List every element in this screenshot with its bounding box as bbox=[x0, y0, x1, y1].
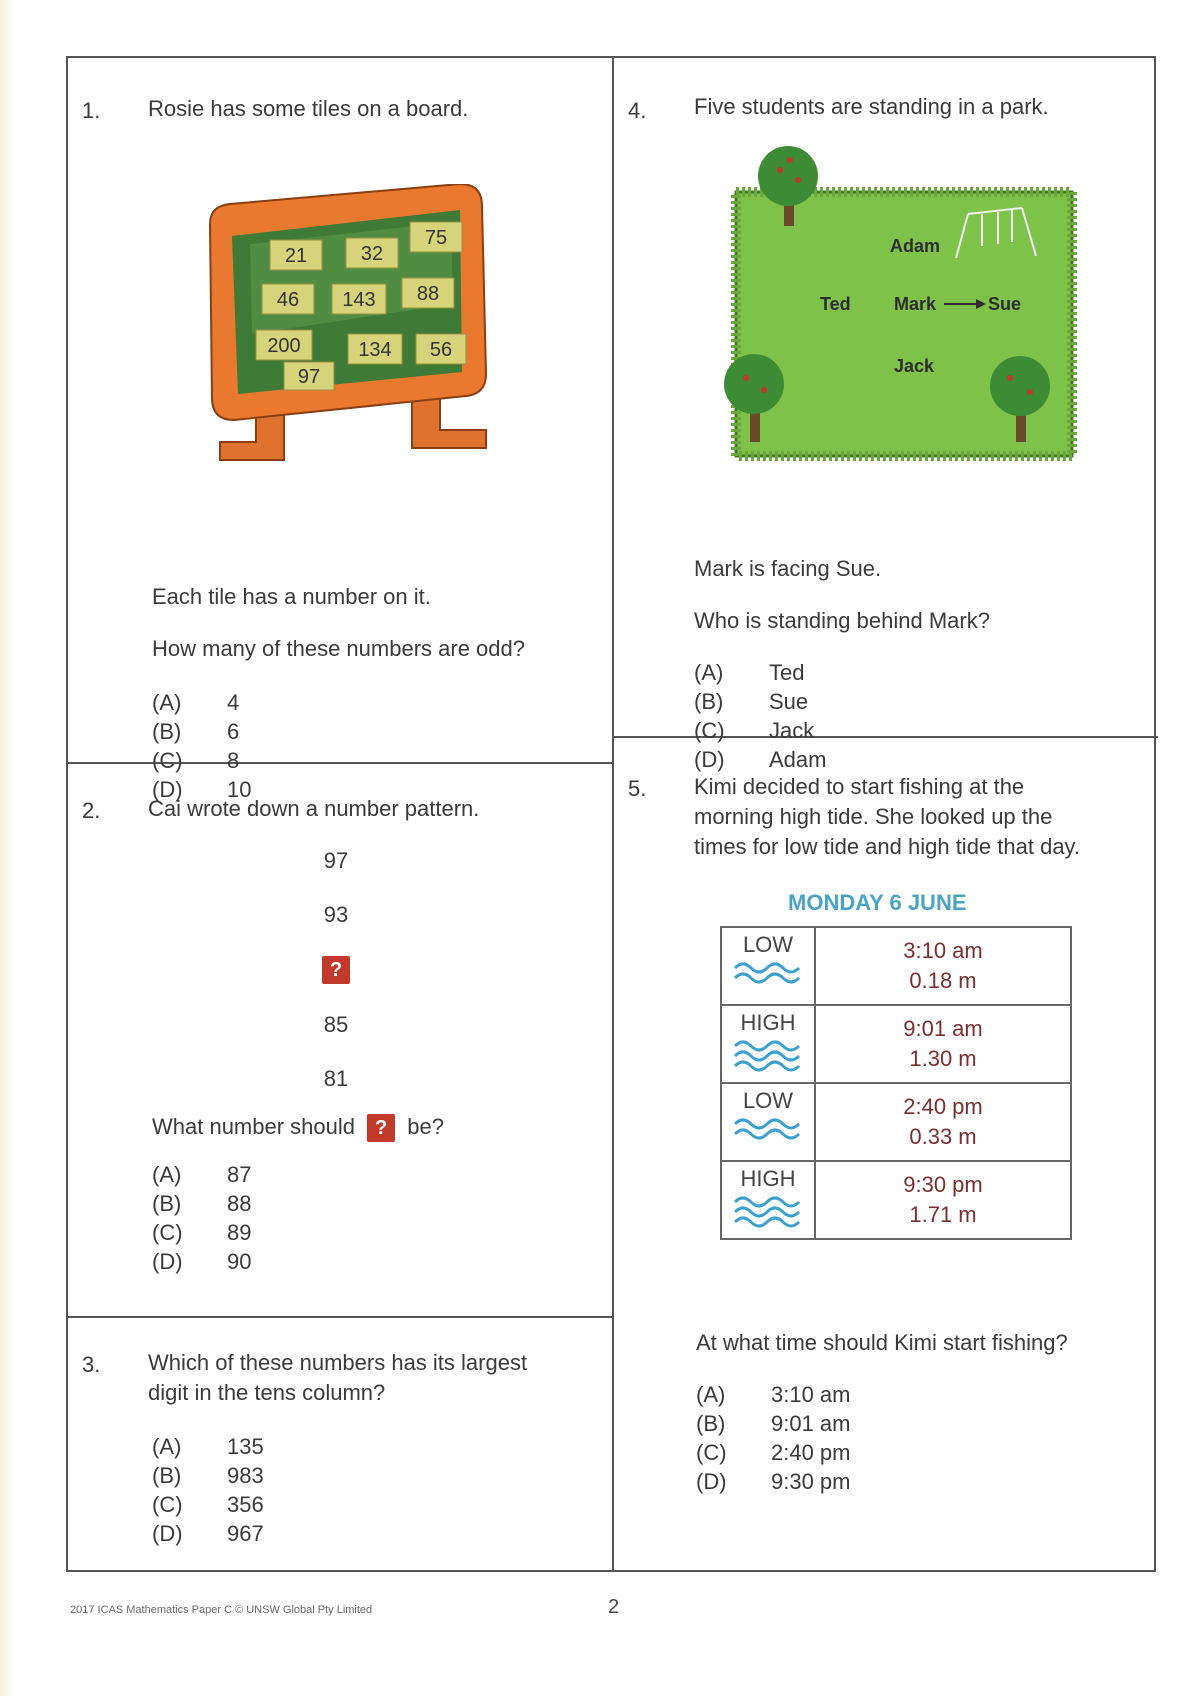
tide-kind: LOW bbox=[742, 932, 794, 957]
pattern-item: 97 bbox=[323, 848, 349, 873]
option-a[interactable] bbox=[152, 688, 251, 717]
option-value: 356 bbox=[227, 1492, 264, 1517]
option-label: (C) bbox=[696, 1440, 727, 1465]
tide-kind-cell bbox=[721, 927, 815, 1005]
option-label: (A) bbox=[694, 660, 724, 685]
option-value: 135 bbox=[227, 1434, 264, 1459]
option-value: 90 bbox=[227, 1249, 252, 1274]
option-value: 967 bbox=[227, 1521, 264, 1546]
tile-label: 134 bbox=[358, 339, 392, 361]
table-row bbox=[721, 1005, 1071, 1083]
question-prompt bbox=[152, 1112, 444, 1142]
question-grid bbox=[66, 56, 1156, 1572]
question-number: 3. bbox=[82, 1352, 101, 1377]
option-value: 3:10 am bbox=[771, 1382, 851, 1407]
tide-time: 3:10 am bbox=[903, 938, 983, 963]
table-row bbox=[721, 1161, 1071, 1239]
option-value: Adam bbox=[769, 747, 827, 772]
answer-options bbox=[152, 1160, 251, 1276]
tide-values-cell bbox=[815, 1161, 1071, 1239]
question-number: 5. bbox=[628, 776, 647, 801]
name-adam: Adam bbox=[890, 236, 941, 256]
option-c[interactable] bbox=[696, 1438, 851, 1467]
question-number: 1. bbox=[82, 98, 101, 123]
answer-options bbox=[694, 658, 826, 774]
info-text: Mark is facing Sue. bbox=[694, 556, 882, 581]
option-value: 9:01 am bbox=[771, 1411, 851, 1436]
option-value: Sue bbox=[769, 689, 809, 714]
question-prompt: Who is standing behind Mark? bbox=[694, 608, 990, 633]
option-label: (D) bbox=[696, 1469, 727, 1494]
tile-label: 143 bbox=[342, 289, 376, 311]
tile-label: 21 bbox=[284, 245, 308, 267]
tide-table bbox=[720, 926, 1072, 1240]
question-text-line: Which of these numbers has its largest bbox=[148, 1350, 528, 1375]
name-ted: Ted bbox=[820, 294, 851, 314]
option-label: (A) bbox=[152, 690, 182, 715]
option-d[interactable] bbox=[694, 745, 826, 774]
pattern-item: 85 bbox=[323, 1012, 349, 1037]
option-b[interactable] bbox=[696, 1409, 851, 1438]
missing-number-box: ? bbox=[322, 956, 350, 984]
option-label: (C) bbox=[694, 718, 725, 743]
tide-time: 9:30 pm bbox=[903, 1172, 983, 1197]
option-label: (B) bbox=[696, 1411, 726, 1436]
column-divider bbox=[612, 58, 614, 1570]
option-a[interactable] bbox=[152, 1160, 251, 1189]
question-number: 2. bbox=[82, 798, 101, 823]
option-value: 983 bbox=[227, 1463, 264, 1488]
pattern-item: 81 bbox=[323, 1066, 349, 1091]
option-c[interactable] bbox=[694, 716, 826, 745]
waves-icon bbox=[733, 1192, 803, 1228]
tile-label: 88 bbox=[416, 283, 440, 305]
tide-values-cell bbox=[815, 1083, 1071, 1161]
prompt-text: be? bbox=[407, 1114, 444, 1139]
tide-kind-cell bbox=[721, 1005, 815, 1083]
question-3 bbox=[82, 1352, 602, 1562]
tile-label: 56 bbox=[429, 339, 453, 361]
option-value: Ted bbox=[769, 660, 805, 685]
option-value: 9:30 pm bbox=[771, 1469, 851, 1494]
tide-height: 1.71 m bbox=[909, 1202, 977, 1227]
option-a[interactable] bbox=[152, 1432, 264, 1461]
option-label: (A) bbox=[152, 1162, 182, 1187]
question-text: Rosie has some tiles on a board. bbox=[148, 96, 469, 121]
tide-kind-cell bbox=[721, 1083, 815, 1161]
row-divider-q1 bbox=[68, 762, 612, 764]
tile-label: 97 bbox=[297, 366, 321, 388]
option-value: 10 bbox=[227, 777, 252, 802]
question-text-line: times for low tide and high tide that day. bbox=[694, 834, 1081, 859]
option-label: (B) bbox=[152, 1463, 182, 1488]
answer-options bbox=[152, 1432, 264, 1548]
question-prompt: How many of these numbers are odd? bbox=[152, 636, 525, 661]
question-2 bbox=[82, 798, 602, 1298]
tide-height: 0.18 m bbox=[909, 968, 977, 993]
tide-height: 0.33 m bbox=[909, 1124, 977, 1149]
option-b[interactable] bbox=[152, 1461, 264, 1490]
tide-kind: HIGH bbox=[740, 1010, 796, 1035]
option-d[interactable] bbox=[152, 1519, 264, 1548]
option-label: (A) bbox=[152, 1434, 182, 1459]
option-label: (D) bbox=[152, 1249, 183, 1274]
park-illustration bbox=[724, 146, 1084, 466]
option-label: (C) bbox=[152, 748, 183, 773]
page-number: 2 bbox=[608, 1596, 620, 1618]
question-5 bbox=[628, 776, 1148, 1556]
tile-label: 75 bbox=[424, 227, 448, 249]
tile-label: 32 bbox=[360, 243, 384, 265]
tide-kind: HIGH bbox=[740, 1166, 796, 1191]
tide-time: 9:01 am bbox=[903, 1016, 983, 1041]
option-value: 87 bbox=[227, 1162, 252, 1187]
table-row bbox=[721, 927, 1071, 1005]
option-b[interactable] bbox=[152, 717, 251, 746]
question-text-line: Kimi decided to start fishing at the bbox=[694, 774, 1025, 799]
option-b[interactable] bbox=[152, 1189, 251, 1218]
option-b[interactable] bbox=[694, 687, 826, 716]
copyright-footer: 2017 ICAS Mathematics Paper C © UNSW Global Pty Limited bbox=[70, 1604, 373, 1616]
tile-board-illustration bbox=[190, 184, 510, 504]
option-label: (D) bbox=[152, 1521, 183, 1546]
table-title: MONDAY 6 JUNE bbox=[788, 890, 967, 915]
tide-values-cell bbox=[815, 1005, 1071, 1083]
question-number: 4. bbox=[628, 98, 647, 123]
option-c[interactable] bbox=[152, 746, 251, 775]
tile-label: 200 bbox=[267, 335, 301, 357]
row-divider-q2 bbox=[68, 1316, 612, 1318]
answer-options bbox=[152, 688, 251, 804]
option-value: 4 bbox=[227, 690, 240, 715]
name-sue: Sue bbox=[988, 294, 1022, 314]
prompt-text: What number should bbox=[152, 1114, 355, 1139]
question-prompt: At what time should Kimi start fishing? bbox=[696, 1330, 1068, 1355]
option-value: 6 bbox=[227, 719, 240, 744]
option-value: 8 bbox=[227, 748, 240, 773]
info-text: Each tile has a number on it. bbox=[152, 584, 431, 609]
option-label: (C) bbox=[152, 1492, 183, 1517]
page-edge bbox=[0, 0, 14, 1696]
name-jack: Jack bbox=[894, 356, 935, 376]
option-label: (B) bbox=[152, 719, 182, 744]
number-pattern bbox=[296, 848, 376, 1120]
question-1 bbox=[82, 96, 602, 802]
option-c[interactable] bbox=[152, 1490, 264, 1519]
waves-icon bbox=[733, 958, 803, 984]
question-text: Cai wrote down a number pattern. bbox=[148, 796, 480, 821]
tide-values-cell bbox=[815, 927, 1071, 1005]
option-d[interactable] bbox=[696, 1467, 851, 1496]
option-value: 88 bbox=[227, 1191, 252, 1216]
option-a[interactable] bbox=[696, 1380, 851, 1409]
missing-number-box: ? bbox=[367, 1114, 395, 1142]
question-text: Five students are standing in a park. bbox=[694, 94, 1049, 119]
question-text-line: digit in the tens column? bbox=[148, 1380, 386, 1405]
waves-icon bbox=[733, 1036, 803, 1072]
tile-label: 46 bbox=[276, 289, 300, 311]
name-mark: Mark bbox=[894, 294, 937, 314]
tide-kind: LOW bbox=[742, 1088, 794, 1113]
tide-height: 1.30 m bbox=[909, 1046, 977, 1071]
option-value: 89 bbox=[227, 1220, 252, 1245]
option-a[interactable] bbox=[694, 658, 826, 687]
option-value: 2:40 pm bbox=[771, 1440, 851, 1465]
answer-options bbox=[696, 1380, 851, 1496]
option-label: (A) bbox=[696, 1382, 726, 1407]
tide-time: 2:40 pm bbox=[903, 1094, 983, 1119]
question-4 bbox=[628, 94, 1148, 772]
option-d[interactable] bbox=[152, 1247, 251, 1276]
option-label: (C) bbox=[152, 1220, 183, 1245]
pattern-item: 93 bbox=[323, 902, 349, 927]
option-label: (D) bbox=[694, 747, 725, 772]
option-label: (D) bbox=[152, 777, 183, 802]
waves-icon bbox=[733, 1114, 803, 1140]
tide-kind-cell bbox=[721, 1161, 815, 1239]
option-label: (B) bbox=[152, 1191, 182, 1216]
option-label: (B) bbox=[694, 689, 724, 714]
table-row bbox=[721, 1083, 1071, 1161]
option-c[interactable] bbox=[152, 1218, 251, 1247]
option-value: Jack bbox=[769, 718, 815, 743]
question-text-line: morning high tide. She looked up the bbox=[694, 804, 1053, 829]
